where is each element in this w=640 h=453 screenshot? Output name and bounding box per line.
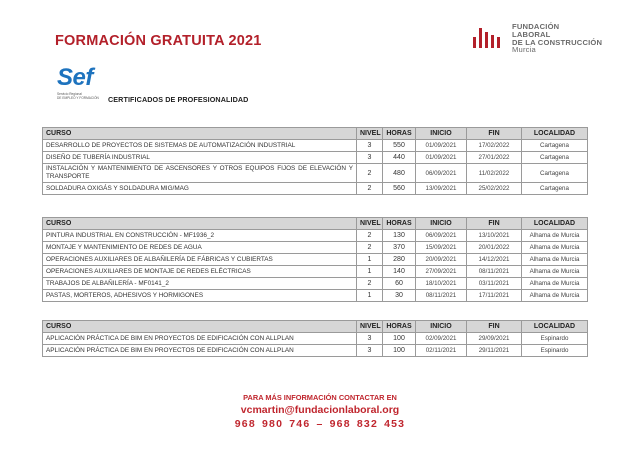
cell-horas: 30 [383, 290, 416, 302]
cell-horas: 440 [383, 152, 416, 164]
courses-table-alhama [42, 217, 588, 302]
cell-fin: 27/01/2022 [467, 152, 522, 164]
cell-fin: 17/11/2021 [467, 290, 522, 302]
cell-nivel: 1 [357, 266, 383, 278]
column-header-curso: CURSO [43, 321, 357, 333]
cell-curso: INSTALACIÓN Y MANTENIMIENTO DE ASCENSORES Y OTROS EQUIPOS FIJOS DE ELEVACIÓN Y TRANSPORTE [43, 164, 357, 183]
cell-fin: 17/02/2022 [467, 140, 522, 152]
cell-inicio: 13/09/2021 [416, 183, 467, 195]
cell-localidad: Cartagena [522, 183, 588, 195]
cell-inicio: 15/09/2021 [416, 242, 467, 254]
section-subtitle: CERTIFICADOS DE PROFESIONALIDAD [108, 95, 249, 104]
cell-curso: PINTURA INDUSTRIAL EN CONSTRUCCIÓN - MF1936_2 [43, 230, 357, 242]
cell-inicio: 02/09/2021 [416, 333, 467, 345]
cell-horas: 140 [383, 266, 416, 278]
cell-inicio: 01/09/2021 [416, 140, 467, 152]
column-header-horas: HORAS [383, 321, 416, 333]
table-row [43, 254, 588, 266]
cell-inicio: 08/11/2021 [416, 290, 467, 302]
logo-line: FUNDACIÓN [512, 22, 560, 31]
cell-nivel: 1 [357, 290, 383, 302]
cell-horas: 560 [383, 183, 416, 195]
contact-phones: 968 980 746 – 968 832 453 [234, 418, 406, 430]
table-row [43, 266, 588, 278]
cell-nivel: 3 [357, 333, 383, 345]
cell-nivel: 3 [357, 152, 383, 164]
cell-fin: 11/02/2022 [467, 164, 522, 183]
sef-logo-subtitle [57, 93, 107, 100]
cell-nivel: 3 [357, 140, 383, 152]
table-row [43, 242, 588, 254]
cell-curso: APLICACIÓN PRÁCTICA DE BIM EN PROYECTOS DE EDIFICACIÓN CON ALLPLAN [43, 333, 357, 345]
cell-localidad: Alhama de Murcia [522, 254, 588, 266]
table-header-row [43, 218, 588, 230]
cell-horas: 60 [383, 278, 416, 290]
cell-fin: 13/10/2021 [467, 230, 522, 242]
fundacion-laboral-bars-icon [472, 22, 510, 52]
cell-localidad: Espinardo [522, 333, 588, 345]
table-row [43, 183, 588, 195]
cell-curso: DESARROLLO DE PROYECTOS DE SISTEMAS DE AUTOMATIZACIÓN INDUSTRIAL [43, 140, 357, 152]
cell-localidad: Alhama de Murcia [522, 266, 588, 278]
cell-curso: PASTAS, MORTEROS, ADHESIVOS Y HORMIGONES [43, 290, 357, 302]
cell-localidad: Alhama de Murcia [522, 242, 588, 254]
cell-localidad: Espinardo [522, 345, 588, 357]
cell-fin: 14/12/2021 [467, 254, 522, 266]
cell-curso: OPERACIONES AUXILIARES DE ALBAÑILERÍA DE FÁBRICAS Y CUBIERTAS [43, 254, 357, 266]
courses-table-espinardo [42, 320, 588, 357]
cell-localidad: Cartagena [522, 164, 588, 183]
column-header-fin: FIN [467, 218, 522, 230]
cell-localidad: Alhama de Murcia [522, 230, 588, 242]
cell-fin: 25/02/2022 [467, 183, 522, 195]
column-header-nivel: NIVEL [357, 321, 383, 333]
cell-fin: 03/11/2021 [467, 278, 522, 290]
cell-inicio: 06/09/2021 [416, 164, 467, 183]
cell-nivel: 2 [357, 183, 383, 195]
fundacion-laboral-logo [472, 22, 632, 54]
cell-nivel: 2 [357, 278, 383, 290]
column-header-inicio: INICIO [416, 128, 467, 140]
cell-inicio: 27/09/2021 [416, 266, 467, 278]
table-row [43, 278, 588, 290]
cell-localidad: Alhama de Murcia [522, 278, 588, 290]
fundacion-laboral-name [512, 23, 602, 54]
cell-inicio: 06/09/2021 [416, 230, 467, 242]
cell-curso: MONTAJE Y MANTENIMIENTO DE REDES DE AGUA [43, 242, 357, 254]
table-row [43, 333, 588, 345]
cell-nivel: 3 [357, 345, 383, 357]
cell-inicio: 18/10/2021 [416, 278, 467, 290]
table-row [43, 140, 588, 152]
column-header-fin: FIN [467, 128, 522, 140]
cell-curso: DISEÑO DE TUBERÍA INDUSTRIAL [43, 152, 357, 164]
cell-inicio: 01/09/2021 [416, 152, 467, 164]
sef-logo-word: Sef [57, 64, 93, 91]
column-header-horas: HORAS [383, 128, 416, 140]
cell-localidad: Alhama de Murcia [522, 290, 588, 302]
cell-nivel: 2 [357, 164, 383, 183]
cell-fin: 29/09/2021 [467, 333, 522, 345]
cell-nivel: 2 [357, 242, 383, 254]
table-row [43, 152, 588, 164]
column-header-inicio: INICIO [416, 321, 467, 333]
cell-inicio: 02/11/2021 [416, 345, 467, 357]
cell-nivel: 2 [357, 230, 383, 242]
cell-horas: 100 [383, 345, 416, 357]
cell-localidad: Cartagena [522, 140, 588, 152]
table-header-row [43, 321, 588, 333]
logo-line: DE LA CONSTRUCCIÓN [512, 37, 603, 47]
column-header-localidad: LOCALIDAD [522, 128, 588, 140]
table-row [43, 345, 588, 357]
column-header-curso: CURSO [43, 128, 357, 140]
cell-curso: OPERACIONES AUXILIARES DE MONTAJE DE REDES ELÉCTRICAS [43, 266, 357, 278]
contact-block [0, 393, 640, 430]
table-row [43, 290, 588, 302]
column-header-nivel: NIVEL [357, 218, 383, 230]
contact-intro: PARA MÁS INFORMACIÓN CONTACTAR EN [243, 393, 397, 402]
column-header-curso: CURSO [43, 218, 357, 230]
table-row [43, 164, 588, 183]
logo-line: LABORAL [512, 29, 551, 39]
cell-horas: 100 [383, 333, 416, 345]
column-header-localidad: LOCALIDAD [522, 321, 588, 333]
table-row [43, 230, 588, 242]
cell-horas: 550 [383, 140, 416, 152]
cell-curso: SOLDADURA OXIGÁS Y SOLDADURA MIG/MAG [43, 183, 357, 195]
cell-fin: 20/01/2022 [467, 242, 522, 254]
column-header-nivel: NIVEL [357, 128, 383, 140]
sef-subtitle-line: DE EMPLEO Y FORMACIÓN [57, 95, 99, 100]
cell-curso: TRABAJOS DE ALBAÑILERÍA - MF0141_2 [43, 278, 357, 290]
table-header-row [43, 128, 588, 140]
cell-horas: 280 [383, 254, 416, 266]
cell-nivel: 1 [357, 254, 383, 266]
cell-horas: 130 [383, 230, 416, 242]
column-header-localidad: LOCALIDAD [522, 218, 588, 230]
cell-localidad: Cartagena [522, 152, 588, 164]
column-header-horas: HORAS [383, 218, 416, 230]
column-header-inicio: INICIO [416, 218, 467, 230]
cell-fin: 29/11/2021 [467, 345, 522, 357]
cell-fin: 08/11/2021 [467, 266, 522, 278]
column-header-fin: FIN [467, 321, 522, 333]
sef-subtitle-line: Servicio Regional [57, 92, 82, 96]
contact-email-link[interactable]: vcmartin@fundacionlaboral.org [240, 404, 400, 416]
cell-horas: 370 [383, 242, 416, 254]
logo-line: Murcia [512, 45, 536, 55]
page-title: FORMACIÓN GRATUITA 2021 [55, 33, 262, 49]
cell-horas: 480 [383, 164, 416, 183]
cell-inicio: 20/09/2021 [416, 254, 467, 266]
courses-table-cartagena [42, 127, 588, 195]
cell-curso: APLICACIÓN PRÁCTICA DE BIM EN PROYECTOS DE EDIFICACIÓN CON ALLPLAN [43, 345, 357, 357]
